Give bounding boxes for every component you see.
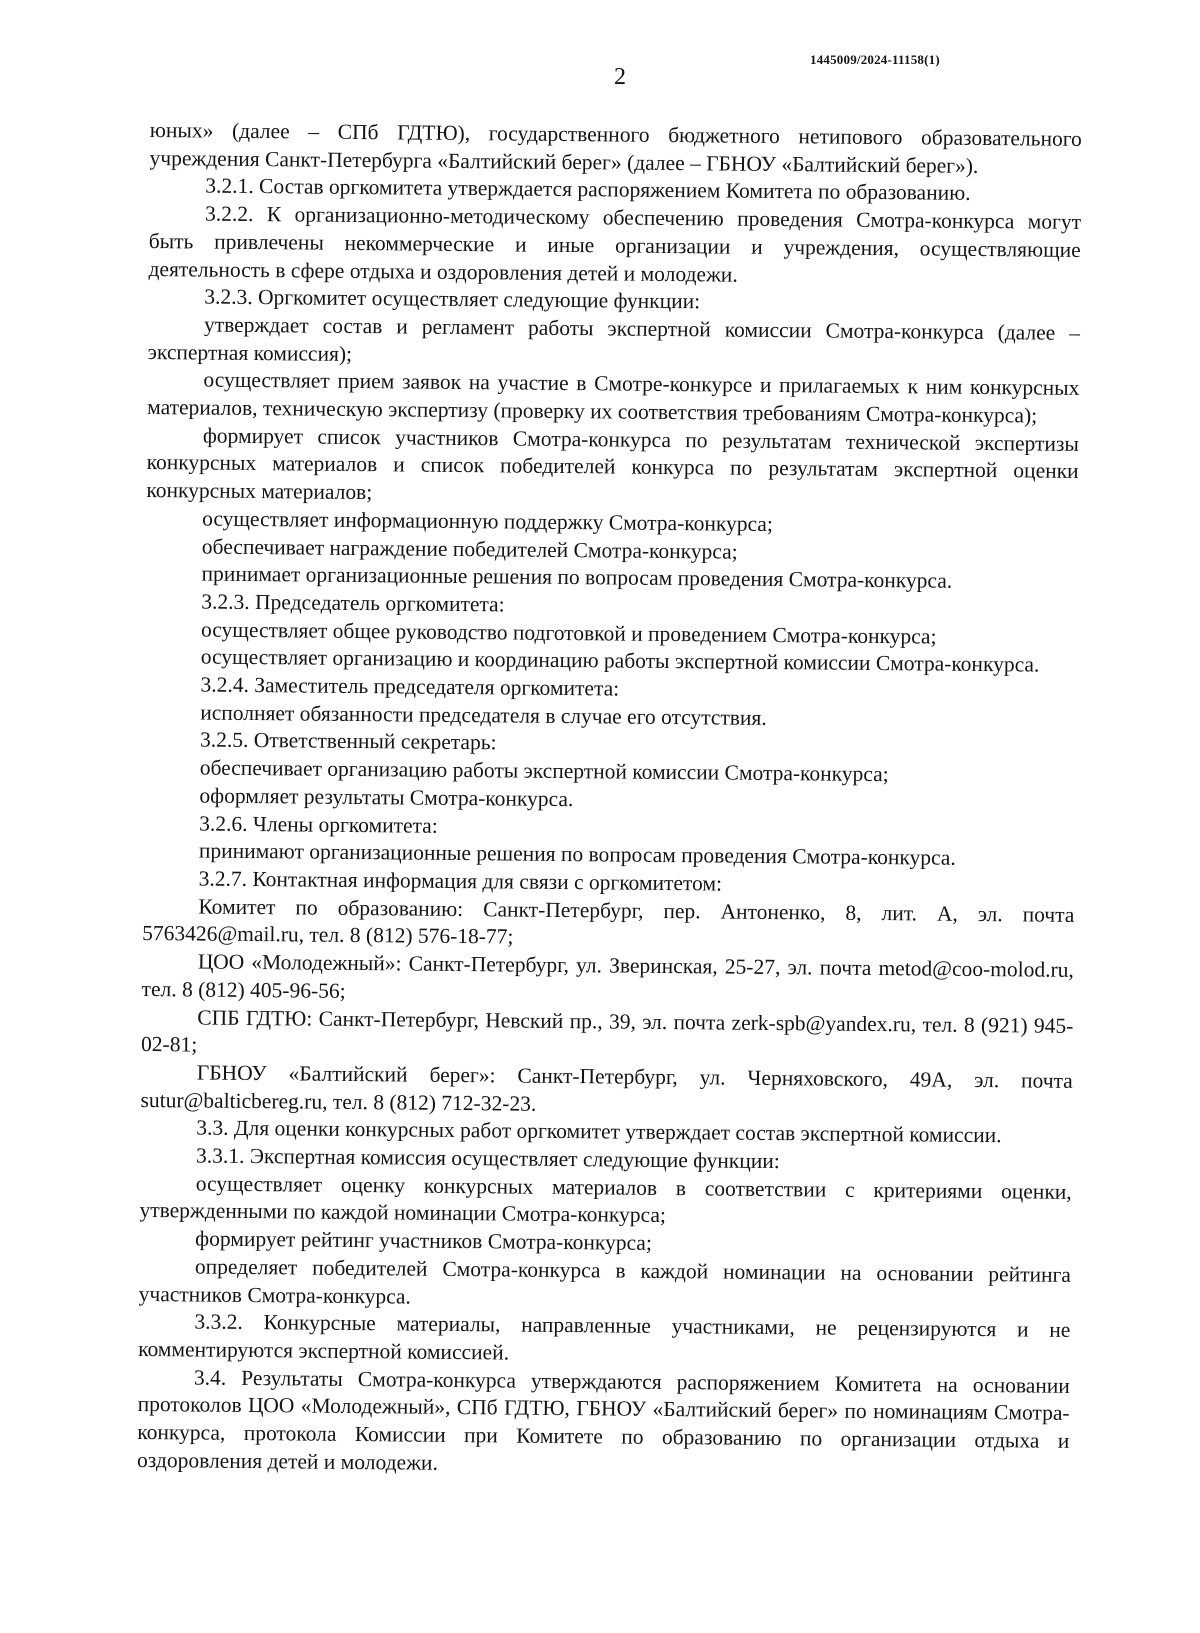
paragraph: 3.2.7. Контактная информация для связи с оргкомитетом: [198,866,723,896]
paragraph: осуществляет общее руководство подготовкой и проведением Смотра-конкурса; [200,617,937,649]
paragraph: утверждает состав и регламент работы экспертной комиссии Смотра-конкурса (далее – экспертная комиссия); [147,312,1081,366]
paragraph: 3.2.5. Ответственный секретарь: [199,727,497,755]
paragraph: Комитет по образованию: Санкт-Петербург, пер. Антоненко, 8, лит. А, эл. почта 5763426@mail.ru, тел. 8 (812) 576-18-77; [142,894,1075,949]
paragraph: обеспечивает награждение победителей Смотра-конкурса; [201,534,738,564]
paragraph: ГБНОУ «Балтийский берег»: Санкт-Петербург, ул. Черняховского, 49А, эл. почта sutur@balticbereg.ru, тел. 8 (812) 712-32-23. [140,1060,1073,1116]
paragraph: осуществляет организацию и координацию работы экспертной комиссии Смотра-конкурса. [200,644,1040,677]
paragraph: 3.4. Результаты Смотра-конкурса утверждаются распоряжением Комитета на основании протоколов ЦОО «Молодежный», СПб ГДТЮ, ГБНОУ «Балтийский берег» по номинациям Смотра-конкурса, протокола Комиссии при Комитете по образованию по организации отдыха и оздоровления детей и молодежи. [136,1365,1070,1475]
paragraph: осуществляет оценку конкурсных материалов в соответствии с критериями оценки, утвержденными по каждой номинации Смотра-конкурса; [139,1171,1072,1228]
paragraph: 3.3. Для оценки конкурсных работ оргкомитет утверждает состав экспертной комиссии. [196,1115,1002,1148]
paragraph: юных» (далее – СПб ГДТЮ), государственного бюджетного нетипового образовательного учреждения Санкт-Петербурга «Балтийский берег» (далее – ГБНОУ «Балтийский берег»). [149,117,1082,178]
paragraph: осуществляет информационную поддержку Смотра-конкурса; [202,506,774,536]
document-body [137,117,1082,1483]
paragraph: оформляет результаты Смотра-конкурса. [199,783,574,811]
paragraph: принимает организационные решения по вопросам проведения Смотра-конкурса. [201,561,953,593]
paragraph: 3.2.6. Члены оргкомитета: [199,811,438,838]
paragraph: определяет победителей Смотра-конкурса в каждой номинации на основании рейтинга участников Смотра-конкурса. [138,1254,1072,1309]
paragraph: 3.3.2. Конкурсные материалы, направленные участниками, не рецензируются и не комментируются экспертной комиссией. [138,1309,1071,1365]
paragraph: ЦОО «Молодежный»: Санкт-Петербург, ул. Зверинская, 25-27, эл. почта metod@coo-molod.ru, тел. 8 (812) 405-96-56; [141,949,1074,1003]
document-number: 1445009/2024-11158(1) [810,52,940,67]
paragraph: 3.2.2. К организационно-методическому обеспечению проведения Смотра-конкурса могут быть привлечены некоммерческие и иные организации и учреждения, осуществляющие деятельность в сфере отдыха и оздоровления детей и молодежи. [148,201,1082,287]
paragraph: СПБ ГДТЮ: Санкт-Петербург, Невский пр., 39, эл. почта zerk-spb@yandex.ru, тел. 8 (921) 945-02-81; [140,1004,1074,1057]
paragraph: 3.2.3. Оргкомитет осуществляет следующие функции: [204,284,701,314]
page-number: 2 [614,64,626,90]
paragraph: осуществляет прием заявок на участие в Смотре-конкурсе и прилагаемых к ним конкурсных материалов, техническую экспертизу (проверку их соответствия требованиям Смотра-конкурса); [147,367,1080,428]
paragraph: 3.2.1. Состав оргкомитета утверждается распоряжением Комитета по образованию. [205,173,971,206]
paragraph: исполняет обязанности председателя в случае его отсутствия. [200,700,767,730]
paragraph: 3.3.1. Экспертная комиссия осуществляет следующие функции: [195,1143,780,1174]
paragraph: 3.2.4. Заместитель председателя оргкомитета: [200,672,620,701]
paragraph: формирует список участников Смотра-конкурса по результатам технической экспертизы конкурсных материалов и список победителей конкурса по результатам экспертной оценки конкурсных материалов; [146,423,1080,505]
paragraph: обеспечивает организацию работы экспертной комиссии Смотра-конкурса; [199,755,889,787]
paragraph: 3.2.3. Председатель оргкомитета: [201,589,505,617]
paragraph: формирует рейтинг участников Смотра-конкурса; [195,1226,652,1255]
paragraph: принимают организационные решения по вопросам проведения Смотра-конкурса. [198,838,956,871]
